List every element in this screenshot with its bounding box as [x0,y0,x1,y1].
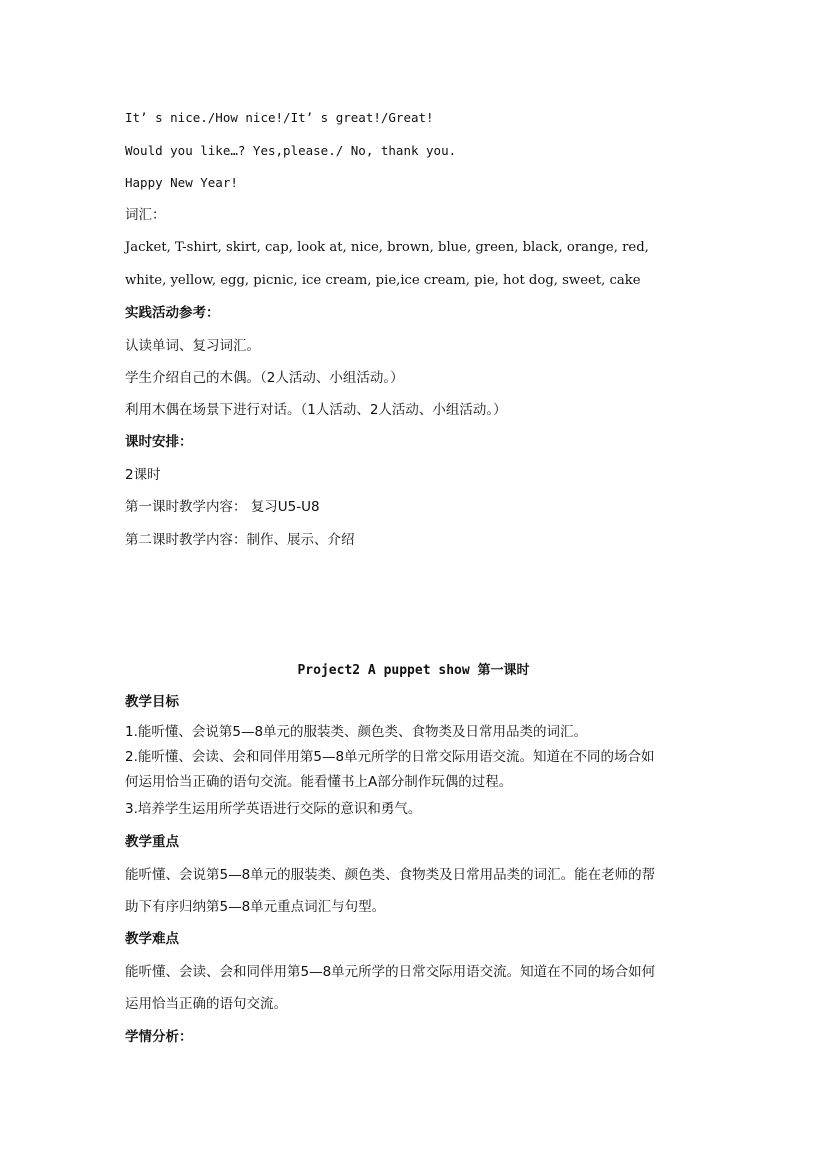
learning-analysis-heading: 学情分析： [125,1029,193,1045]
key-points-line-1: 能听懂、会说第5—8单元的服装类、颜色类、食物类及日常用品类的词汇。能在老师的帮 [125,867,656,883]
goal-item-2-line-2: 何运用恰当正确的语句交流。能看懂书上A部分制作玩偶的过程。 [125,774,513,790]
key-points-line-2: 助下有序归纳第5—8单元重点词汇与句型。 [125,899,386,915]
goal-item-2-line-1: 2.能听懂、会读、会和同伴用第5—8单元所学的日常交际用语交流。知道在不同的场合如 [125,749,655,765]
goal-item-1: 1.能听懂、会说第5—8单元的服装类、颜色类、食物类及日常用品类的词汇。 [125,724,588,740]
practice-item-3: 利用木偶在场景下进行对话。（1人活动、2人活动、小组活动。） [125,402,507,418]
phrase-line-nice: It’ s nice./How nice!/It’ s great!/Great! [125,110,434,125]
key-points-heading: 教学重点 [125,834,179,850]
vocabulary-line-1: Jacket, T-shirt, skirt, cap, look at, nice, brown, blue, green, black, orange, red, [125,240,649,255]
practice-item-2: 学生介绍自己的木偶。（2人活动、小组活动。） [125,370,404,386]
phrase-line-would-you-like: Would you like…? Yes,please./ No, thank you. [125,143,457,158]
schedule-second-period: 第二课时教学内容：制作、展示、介绍 [125,532,355,548]
difficult-points-line-2: 运用恰当正确的语句交流。 [125,996,287,1012]
goal-item-3: 3.培养学生运用所学英语进行交际的意识和勇气。 [125,801,422,817]
teaching-goals-heading: 教学目标 [125,694,179,710]
practice-activity-heading: 实践活动参考： [125,305,220,321]
vocabulary-line-2: white, yellow, egg, picnic, ice cream, pie,ice cream, pie, hot dog, sweet, cake [125,273,641,288]
practice-item-1: 认读单词、复习词汇。 [125,338,260,354]
phrase-line-happy-new-year: Happy New Year! [125,175,238,190]
lesson-title: Project2 A puppet show 第一课时 [297,663,530,678]
schedule-periods: 2课时 [125,467,161,483]
vocabulary-label: 词汇： [125,207,166,223]
schedule-heading: 课时安排： [125,434,193,450]
difficult-points-heading: 教学难点 [125,931,179,947]
difficult-points-line-1: 能听懂、会读、会和同伴用第5—8单元所学的日常交际用语交流。知道在不同的场合如何 [125,964,656,980]
schedule-first-period: 第一课时教学内容： 复习U5-U8 [125,499,320,515]
